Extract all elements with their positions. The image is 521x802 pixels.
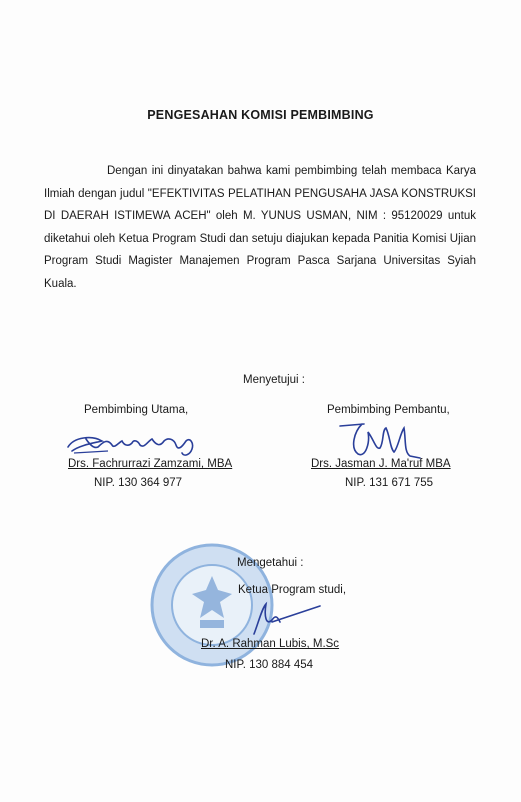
approval-label: Menyetujui : bbox=[243, 374, 306, 386]
program-head-nip: NIP. 130 884 454 bbox=[225, 659, 314, 671]
program-head-name: Dr. A. Rahman Lubis, M.Sc bbox=[201, 638, 340, 650]
primary-supervisor-role: Pembimbing Utama, bbox=[84, 404, 189, 416]
paragraph-text: Dengan ini dinyatakan bahwa kami pembimbing telah membaca Karya Ilmiah dengan judul "EFEKTIVITAS PELATIHAN PENGUSAHA JASA KONSTRUKSI DI DAERAH ISTIMEWA ACEH" oleh M. YUNUS USMAN, NIM : 95120029 untuk diketahui oleh Ketua Program Studi dan setuju diajukan kepada Panitia Komisi Ujian Program Studi Magister Manajemen Program Pasca Sarjana Universitas Syiah Kuala. bbox=[44, 165, 476, 290]
primary-supervisor-signature bbox=[64, 425, 204, 461]
program-head-role: Ketua Program studi, bbox=[238, 584, 347, 596]
primary-supervisor-name: Drs. Fachrurrazi Zamzami, MBA bbox=[68, 458, 233, 470]
primary-supervisor-nip: NIP. 130 364 977 bbox=[94, 477, 183, 489]
program-head-signature bbox=[224, 596, 324, 636]
assistant-supervisor-nip: NIP. 131 671 755 bbox=[345, 477, 434, 489]
assistant-supervisor-name: Drs. Jasman J. Ma'ruf MBA bbox=[311, 458, 451, 470]
body-paragraph bbox=[44, 160, 476, 296]
acknowledgement-label: Mengetahui : bbox=[237, 557, 304, 569]
assistant-supervisor-role: Pembimbing Pembantu, bbox=[327, 404, 450, 416]
page-title: PENGESAHAN KOMISI PEMBIMBING bbox=[147, 108, 374, 122]
